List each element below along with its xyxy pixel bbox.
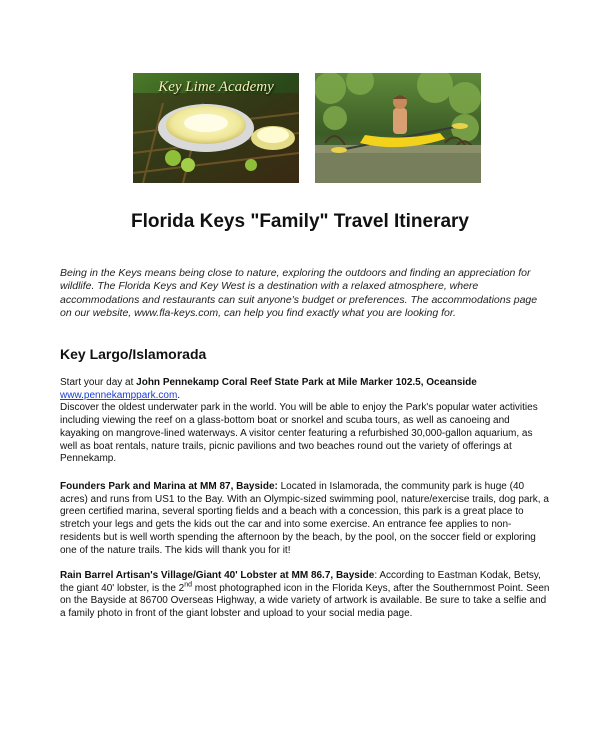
p1-trail: . (177, 389, 181, 401)
p3-part2: most photographed icon in the Florida Keys, after the Southernmost Point. Seen on the Bayside at 86700 Overseas Highway, a wide variety of artwork is available. Be sure to take a selfie and a family photo in front of the giant lobster and upload to your social media page. (60, 582, 550, 620)
p1-body: Discover the oldest underwater park in the world. You will be able to enjoy the Park's popular water activities including viewing the reef on a glass-bottom boat or snorkel and scuba tours, as well as canoeing and kayaking on mangrove-lined waterways. A visitor center featuring a refurbished 30,000-gallon aquarium, as well as boat rentals, nature trails, picnic pavilions and two beaches round out the variety of offerings at Pennekamp. (60, 402, 538, 465)
p1-bold: John Pennekamp Coral Reef State Park at Mile Marker 102.5, Oceanside (136, 377, 477, 388)
section-heading: Key Largo/Islamorada (60, 346, 207, 362)
founders-park-paragraph (60, 481, 550, 557)
pennekamp-paragraph (60, 377, 550, 466)
p1-lead: Start your day at (60, 377, 137, 388)
p3-bold: Rain Barrel Artisan's Village/Giant 40' Lobster at MM 86.7, Bayside (60, 570, 375, 581)
p2-body: Located in Islamorada, the community park is huge (40 acres) and runs from US1 to the Bay. With an Olympic-sized swimming pool, nature/exercise trails, dog park, a green certified marina, several sporting fields and a beach with a concession, this park is a great place to stretch your legs and gets the kids out the car and into some exercise. An entrance fee applies to non-residents but is well worth spending the afternoon by the beach, by the pool, on the soccer field or exploring one of the nature trails. The kids will thank you for it! (60, 481, 549, 556)
kayak-photo (315, 73, 481, 183)
logo-text: Key Lime Academy (158, 79, 274, 95)
p3-sup: nd (184, 581, 193, 589)
pennekamp-link[interactable]: www.pennekamppark.com (60, 389, 178, 401)
intro-paragraph: Being in the Keys means being close to nature, exploring the outdoors and finding an appreciation for wildlife. The Florida Keys and Key West is a destination with a relaxed atmosphere, where accommodations and restaurants can suit anyone's budget or preferences. The accommodations page on our website, www.fla-keys.com, can help you find exactly what you are looking for. (60, 267, 538, 320)
page-title: Florida Keys "Family" Travel Itinerary (131, 211, 469, 232)
p2-bold: Founders Park and Marina at MM 87, Bayside: (60, 481, 278, 492)
key-lime-academy-photo (133, 73, 299, 183)
rain-barrel-paragraph (60, 570, 550, 621)
kayak-mangrove-image (315, 73, 481, 183)
p3-part1: : According to Eastman Kodak, Betsy, the giant 40' lobster, is the 2 (60, 570, 541, 594)
